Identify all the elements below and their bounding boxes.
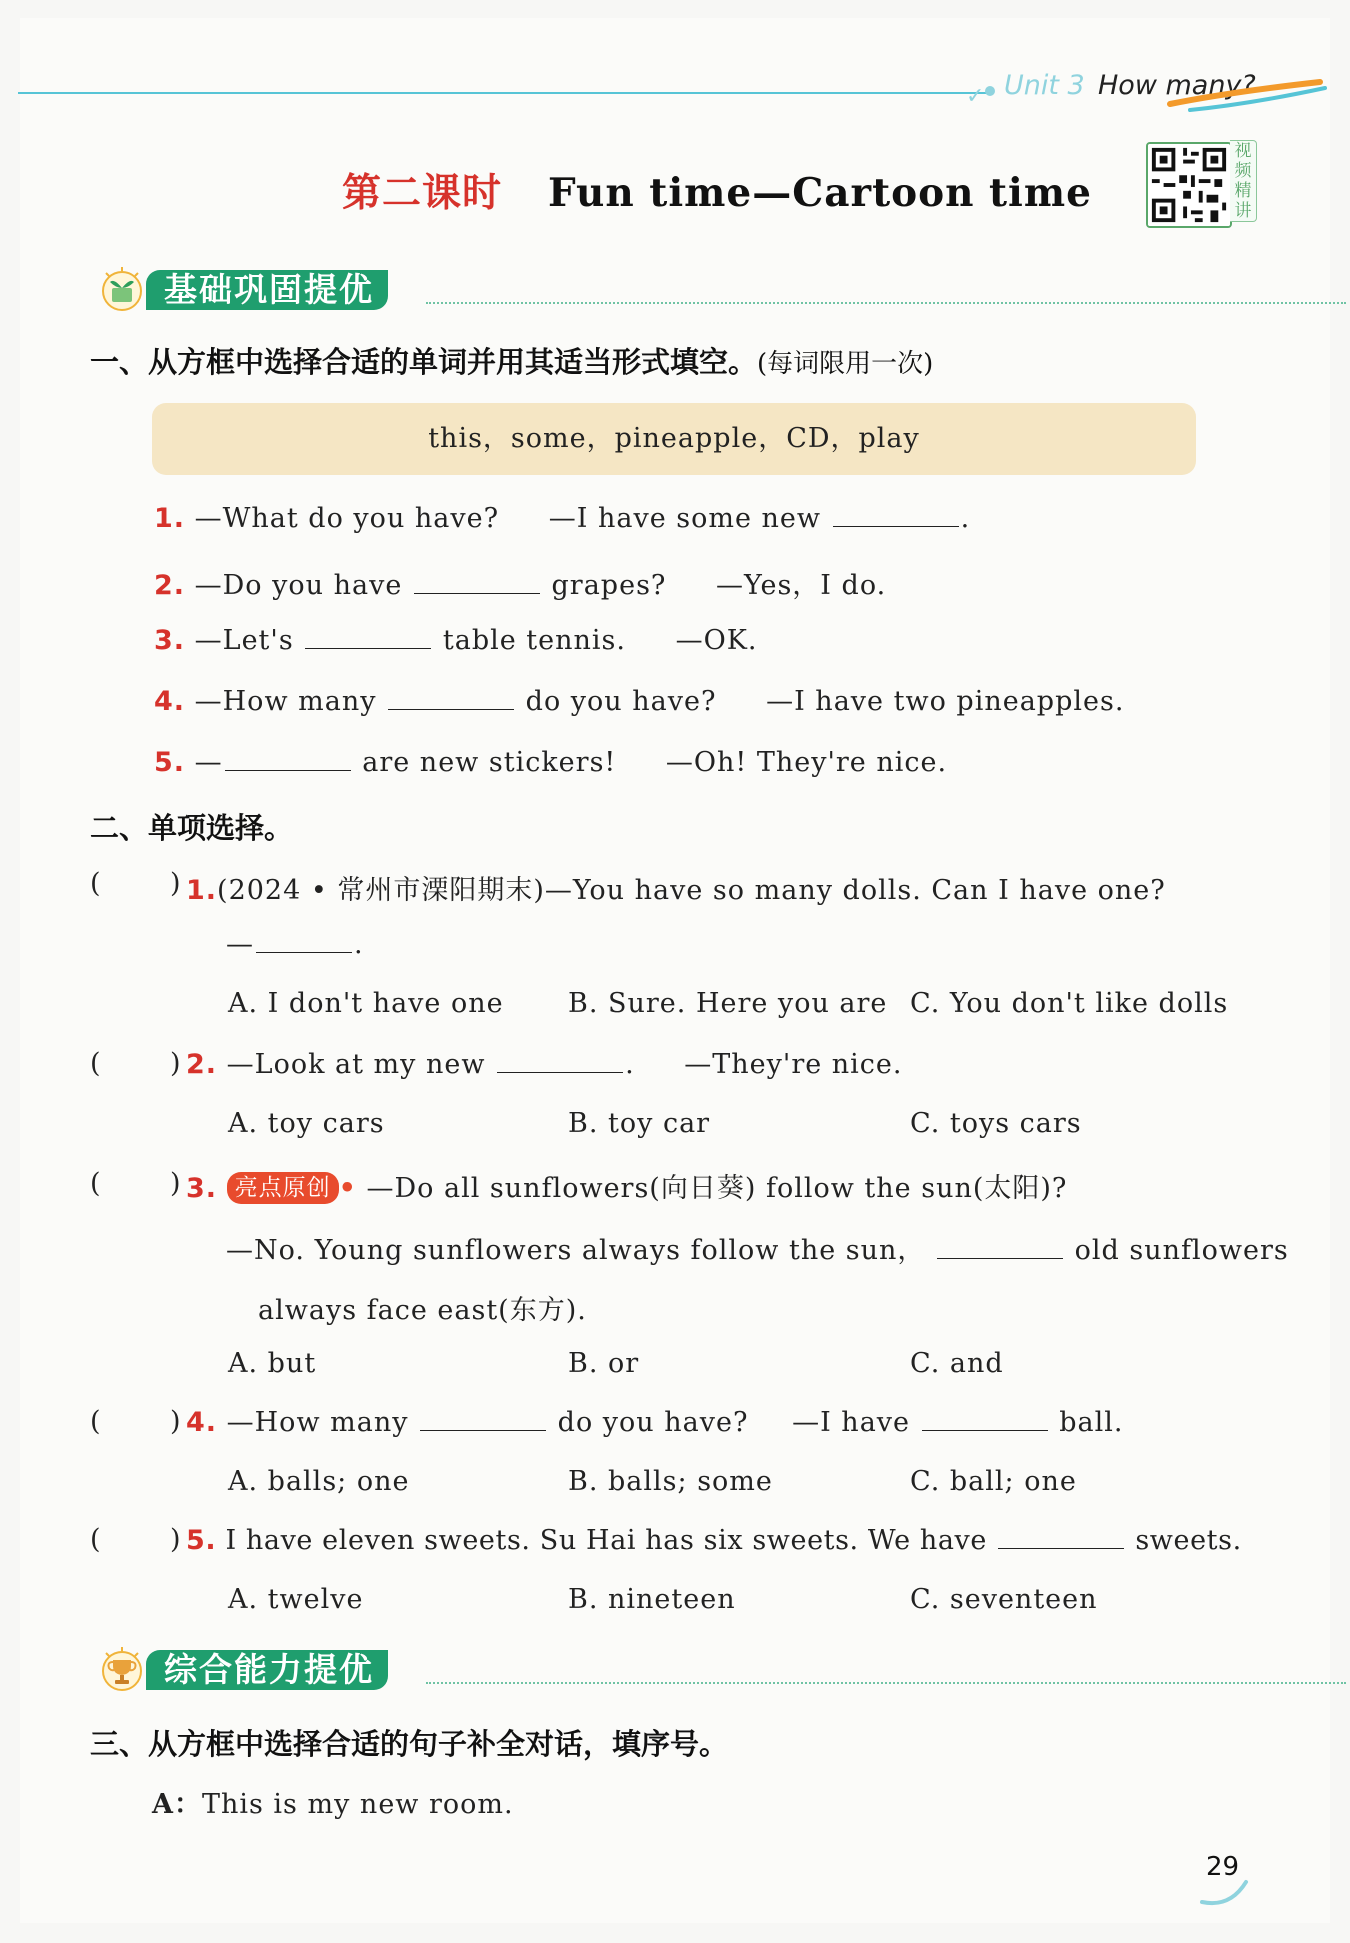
item-prompt-end: table tennis. <box>442 625 626 656</box>
question-text: —You have so many dolls. Can I have one? <box>544 875 1166 906</box>
item-prompt: —What do you have? <box>194 503 500 534</box>
option-b[interactable]: B. toy car <box>568 1108 711 1139</box>
unit-title: How many? <box>1098 70 1256 101</box>
question-response-end: ball. <box>1059 1407 1124 1438</box>
answer-paren-close[interactable]: ) <box>170 1524 181 1555</box>
qr-label: 视频精讲 <box>1230 140 1257 222</box>
unit-label: Unit 3 <box>1004 70 1085 101</box>
item-prompt: —Do you have <box>194 570 403 601</box>
section-title: 基础巩固提优 <box>146 270 388 310</box>
choice-q3-line3: always face east(东方). <box>258 1295 587 1326</box>
item-response: —I have two pineapples. <box>766 686 1125 717</box>
swoosh-icon <box>1160 74 1330 114</box>
choice-q3 <box>186 1166 1067 1205</box>
fill-item-2 <box>154 563 886 602</box>
checkmark-icon: ✓ <box>966 84 985 109</box>
option-a[interactable]: A. but <box>228 1348 317 1379</box>
question-number: 2. <box>186 1049 218 1080</box>
answer-paren-close[interactable]: ) <box>170 1048 181 1079</box>
badge-dot: • <box>338 1173 357 1204</box>
item-response: —OK. <box>675 625 758 656</box>
item-prompt-end: are new stickers! <box>362 747 617 778</box>
question-number: 4. <box>186 1407 218 1438</box>
section-divider <box>426 1682 1346 1684</box>
option-a[interactable]: A. twelve <box>228 1584 364 1615</box>
item-prompt-end: grapes? <box>551 570 667 601</box>
qr-code-icon[interactable] <box>1146 142 1232 228</box>
answer-blank[interactable] <box>420 1406 546 1431</box>
part2-heading: 二、单项选择。 <box>90 811 294 845</box>
page-title <box>342 162 1092 218</box>
item-prompt: — <box>194 747 223 778</box>
answer-blank[interactable] <box>937 1234 1063 1259</box>
part1-note: (每词限用一次) <box>757 349 934 379</box>
option-c[interactable]: C. ball; one <box>910 1466 1077 1497</box>
option-b[interactable]: B. or <box>568 1348 640 1379</box>
option-a[interactable]: A. toy cars <box>228 1108 385 1139</box>
dialogue-line-1 <box>152 1782 514 1821</box>
option-c[interactable]: C. seventeen <box>910 1584 1098 1615</box>
answer-paren-close[interactable]: ) <box>170 868 181 899</box>
option-b[interactable]: B. Sure. Here you are <box>568 988 888 1019</box>
item-response: —Yes，I do. <box>716 570 887 601</box>
question-response: —I have <box>792 1407 911 1438</box>
question-text: —Look at my new <box>226 1049 486 1080</box>
answer-paren-open: ( <box>90 1524 101 1555</box>
lesson-name: Fun time—Cartoon time <box>548 170 1092 216</box>
item-prompt: —How many <box>194 686 377 717</box>
answer-paren-close[interactable]: ) <box>170 1406 181 1437</box>
fill-item-4 <box>154 685 1124 717</box>
question-text: —Do all sunflowers(向日葵) follow the sun(太阳)? <box>366 1173 1068 1204</box>
answer-blank[interactable] <box>497 1048 623 1073</box>
item-response: —Oh! They're nice. <box>665 747 948 778</box>
option-c[interactable]: C. toys cars <box>910 1108 1082 1139</box>
choice-q1 <box>186 868 1166 907</box>
answer-suffix: . <box>354 929 364 960</box>
choice-q1-answer-line <box>226 928 364 960</box>
option-a[interactable]: A. balls; one <box>228 1466 410 1497</box>
seedling-badge-icon <box>96 266 148 312</box>
word-box-text: this，some，pineapple，CD，play <box>428 423 920 454</box>
option-b[interactable]: B. balls; some <box>568 1466 773 1497</box>
answer-paren-open: ( <box>90 1168 101 1199</box>
question-source: (2024 • 常州市溧阳期末) <box>217 875 545 906</box>
answer-blank[interactable] <box>256 928 352 953</box>
question-text-2: —No. Young sunflowers always follow the sun， <box>226 1235 926 1266</box>
item-prompt: —Let's <box>194 625 294 656</box>
question-number: 1. <box>186 875 218 906</box>
header-rule <box>18 92 988 94</box>
answer-prefix: — <box>226 929 254 960</box>
question-response: —They're nice. <box>684 1049 903 1080</box>
section-title: 综合能力提优 <box>146 1650 388 1690</box>
choice-q5 <box>186 1524 1242 1556</box>
answer-blank[interactable] <box>225 746 351 771</box>
part1-heading <box>90 340 933 381</box>
question-text: —How many <box>226 1407 409 1438</box>
section-divider <box>426 302 1346 304</box>
item-number: 1. <box>154 503 186 534</box>
fill-item-5 <box>154 746 947 778</box>
item-number: 3. <box>154 625 186 656</box>
option-b[interactable]: B. nineteen <box>568 1584 736 1615</box>
answer-blank[interactable] <box>833 502 959 527</box>
choice-q2 <box>186 1048 903 1080</box>
question-text-end: sweets. <box>1135 1525 1242 1556</box>
item-number: 4. <box>154 686 186 717</box>
fill-item-1 <box>154 502 970 534</box>
question-text-2b: old sunflowers <box>1074 1235 1289 1266</box>
item-response: —I have some new <box>548 503 822 534</box>
item-number: 5. <box>154 747 186 778</box>
answer-blank[interactable] <box>414 569 540 594</box>
part1-heading-text: 一、从方框中选择合适的单词并用其适当形式填空。 <box>90 345 758 379</box>
question-text-end: do you have? <box>557 1407 749 1438</box>
fill-item-3 <box>154 624 757 656</box>
option-c[interactable]: C. You don't like dolls <box>910 988 1229 1019</box>
choice-q4 <box>186 1406 1123 1438</box>
dialogue-text: This is my new room. <box>201 1789 514 1820</box>
trophy-badge-icon <box>96 1646 148 1692</box>
question-end: . <box>625 1049 635 1080</box>
answer-paren-close[interactable]: ) <box>170 1168 181 1199</box>
header-dot <box>985 86 995 96</box>
answer-paren-open: ( <box>90 868 101 899</box>
part3-heading: 三、从方框中选择合适的句子补全对话，填序号。 <box>90 1727 729 1761</box>
page-number: 29 <box>1206 1852 1240 1882</box>
answer-blank[interactable] <box>998 1524 1124 1549</box>
lesson-number: 第二课时 <box>342 171 503 216</box>
option-a[interactable]: A. I don't have one <box>228 988 504 1019</box>
answer-paren-open: ( <box>90 1406 101 1437</box>
question-number: 5. <box>186 1525 217 1556</box>
item-number: 2. <box>154 570 186 601</box>
speaker-label: A： <box>152 1789 202 1820</box>
item-prompt-end: do you have? <box>525 686 717 717</box>
item-end: . <box>960 503 971 534</box>
section-banner-comprehensive <box>96 1646 1256 1692</box>
highlight-original-badge: 亮点原创 <box>227 1172 339 1204</box>
choice-q3-line2 <box>226 1228 1289 1267</box>
answer-paren-open: ( <box>90 1048 101 1079</box>
answer-blank[interactable] <box>388 685 514 710</box>
answer-blank[interactable] <box>922 1406 1048 1431</box>
section-banner-basic <box>96 266 1256 312</box>
question-number: 3. <box>186 1173 218 1204</box>
answer-blank[interactable] <box>305 624 431 649</box>
option-c[interactable]: C. and <box>910 1348 1004 1379</box>
question-text: I have eleven sweets. Su Hai has six sweets. We have <box>225 1525 987 1556</box>
